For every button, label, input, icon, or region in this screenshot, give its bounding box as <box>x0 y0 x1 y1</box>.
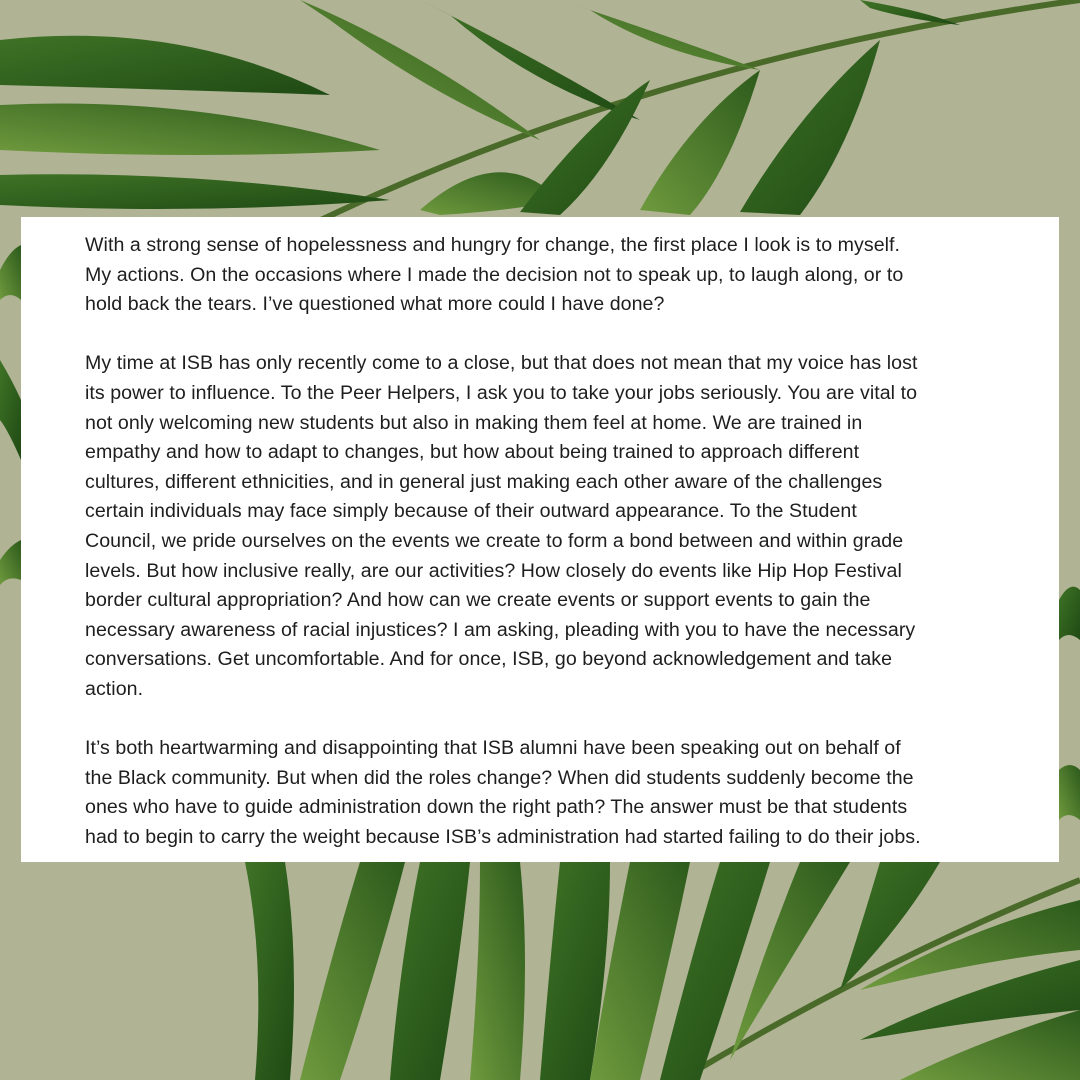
letter-paragraph-1: With a strong sense of hopelessness and hungry for change, the first place I look is to myself. My actions. On the occasions where I made the decision not to speak up, to laugh along, or to hold back the tears. I’ve questioned what more could I have done? <box>85 234 904 316</box>
letter-paragraph-2: My time at ISB has only recently come to a close, but that does not mean that my voice has lost its power to influence. To the Peer Helpers, I ask you to take your jobs seriously. You are vital to not only welcoming new students but also in making them feel at home. We are trained in empathy and how to adapt to changes, but how about being trained to approach different cultures, different ethnicities, and in general just making each other aware of the challenges certain individuals may face simply because of their outward appearance. To the Student Council, we pride ourselves on the events we create to form a bond between and within grade levels. But how inclusive really, are our activities? How closely do events like Hip Hop Festival border cultural appropriation? And how can we create events or support events to gain the necessary awareness of racial injustices? I am asking, pleading with you to have the necessary conversations. Get uncomfortable. And for once, ISB, go beyond acknowledgement and take action. <box>85 352 918 700</box>
letter-paragraph-3: It’s both heartwarming and disappointing that ISB alumni have been speaking out on behalf of the Black community. But when did the roles change? When did students suddenly become the ones who have to guide administration down the right path? The answer must be that students had to begin to carry the weight because ISB’s administration had started failing to do their jobs. <box>85 737 921 848</box>
letter-card <box>21 217 1059 862</box>
